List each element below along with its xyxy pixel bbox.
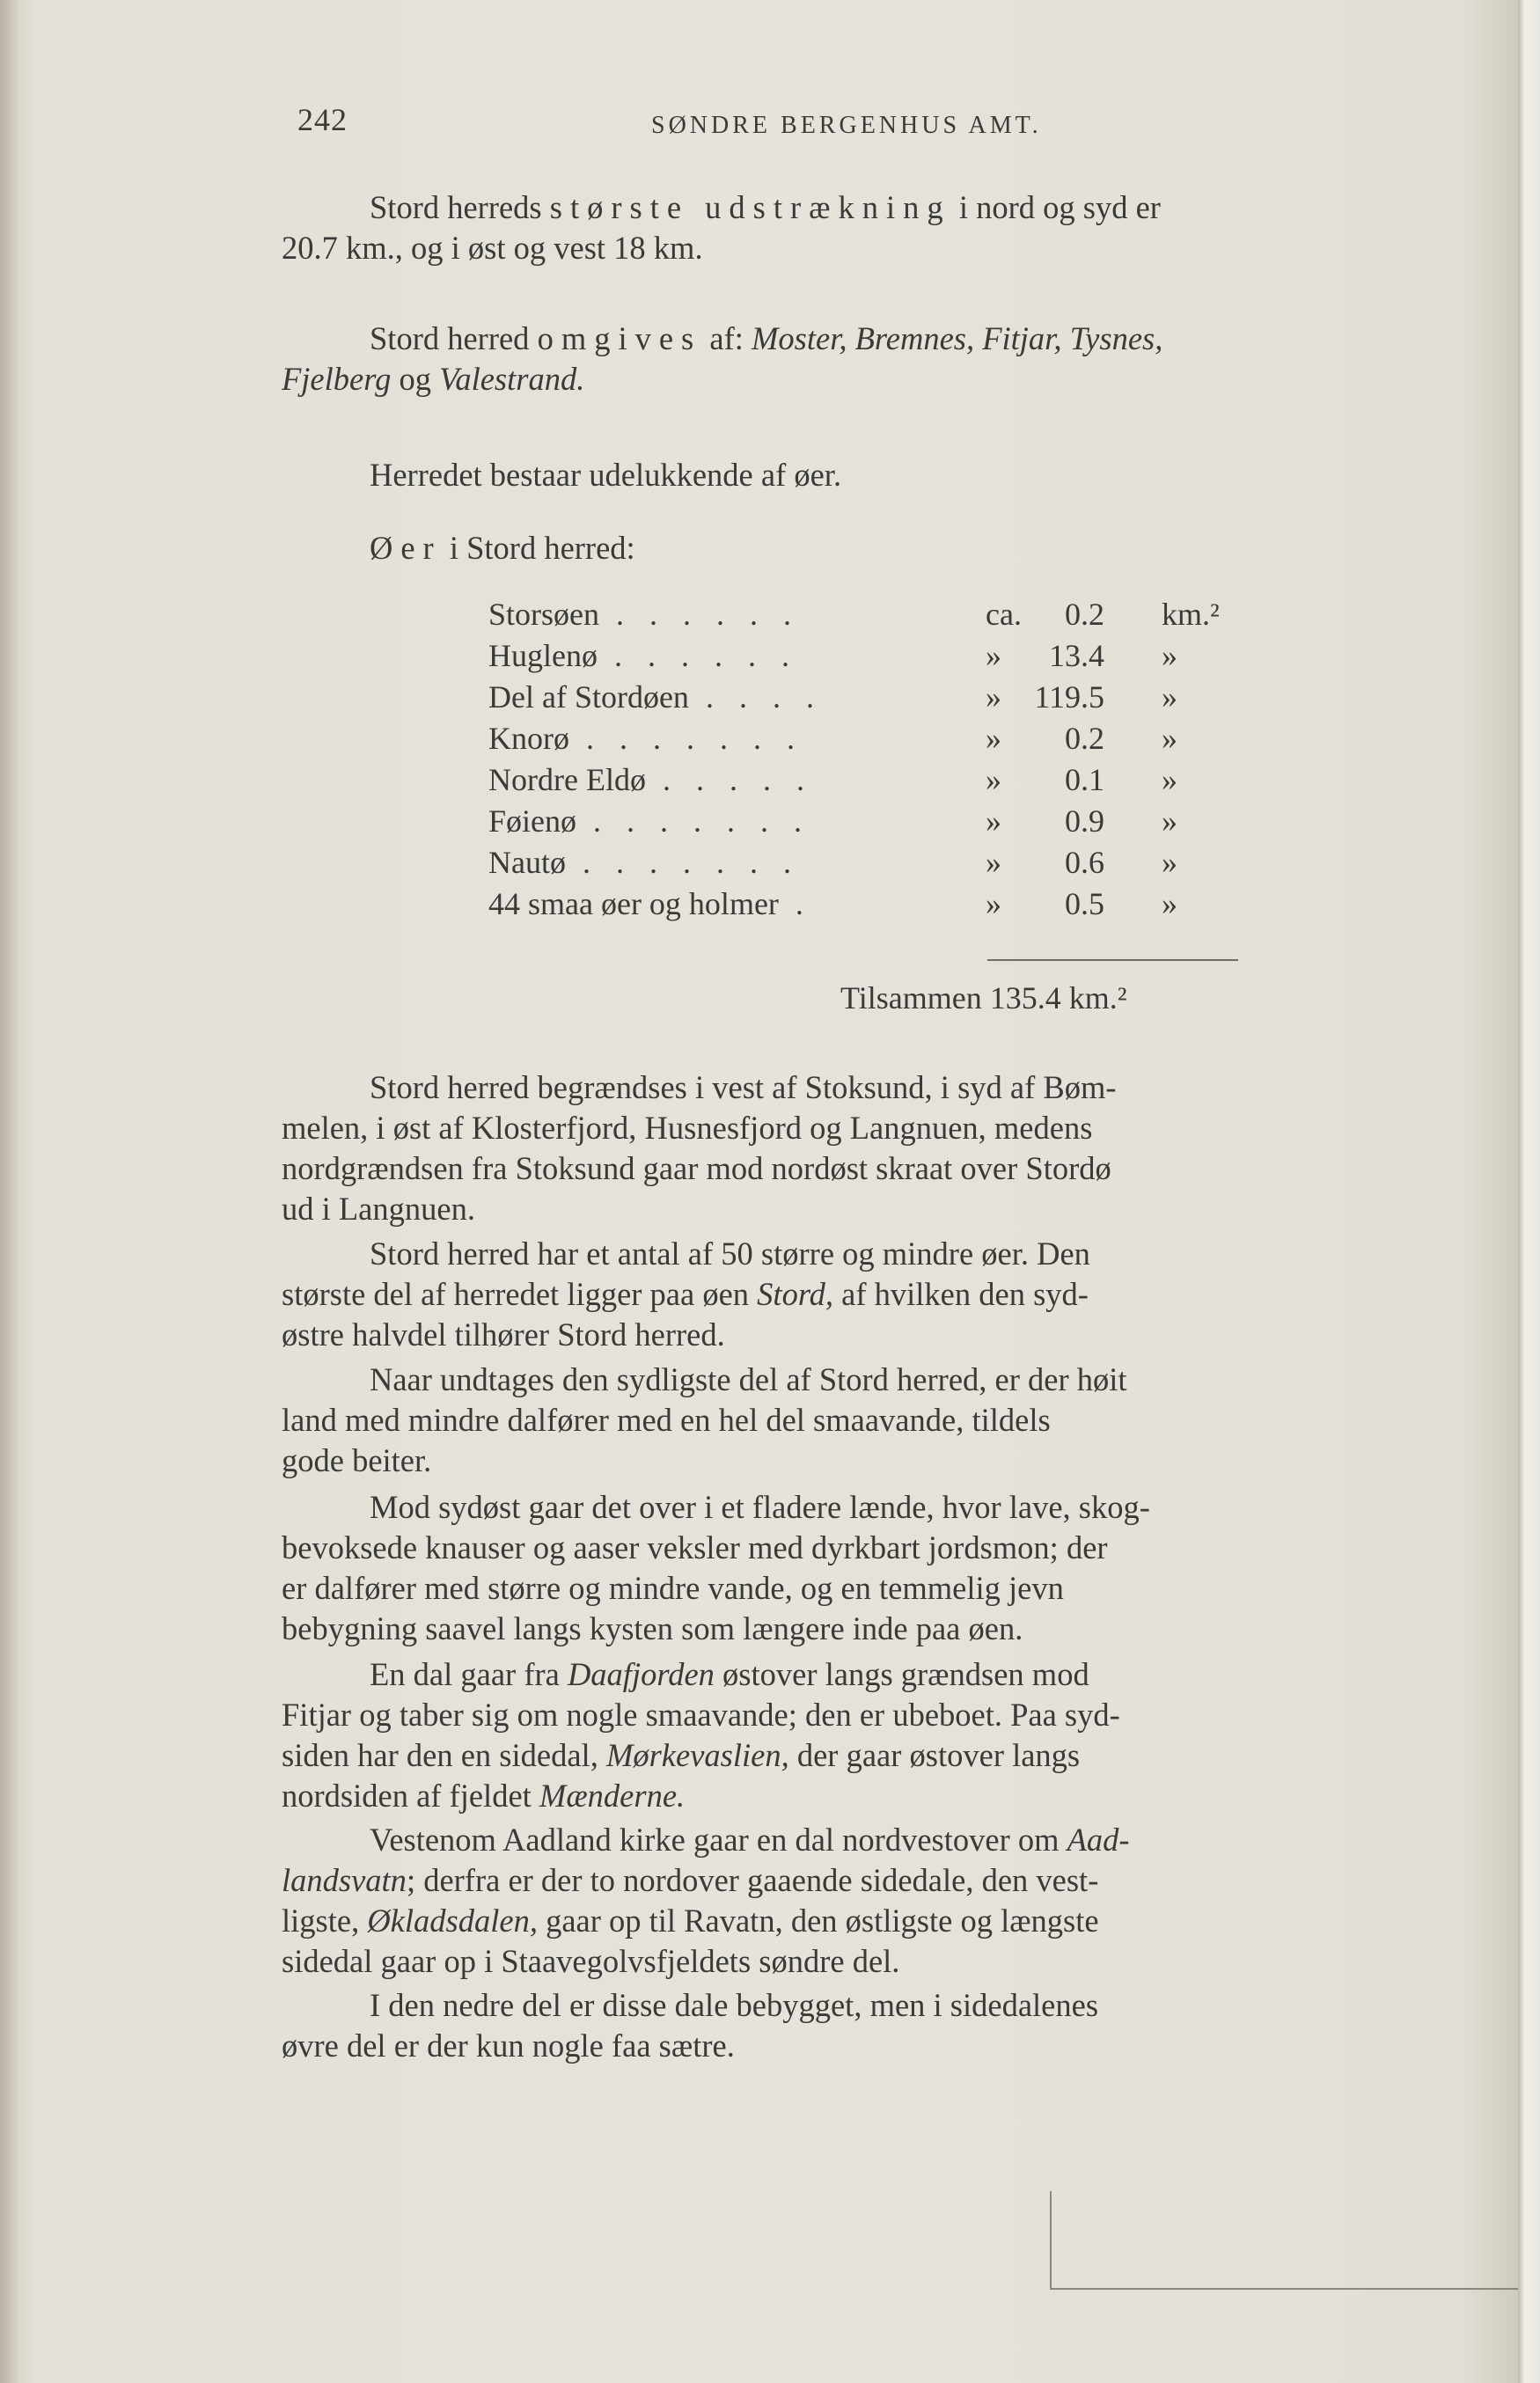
island-unit: km.² <box>1162 597 1220 632</box>
running-head: SØNDRE BERGENHUS AMT. <box>651 112 1042 139</box>
text-line <box>282 1274 1452 1315</box>
place-name: Valestrand. <box>439 361 585 397</box>
text-run: og <box>391 361 440 397</box>
text-line: Fitjar og taber sig om nogle smaavande; den er ubeboet. Paa syd- <box>282 1697 1120 1733</box>
text-line: Stord herred har et antal af 50 større og mindre øer. Den <box>370 1235 1090 1272</box>
text-run: i nord og syd er <box>950 189 1161 225</box>
text-line: bevoksede knauser og aaser veksler med dyrkbart jordsmon; der <box>282 1529 1108 1565</box>
island-area: 0.6 <box>1065 845 1104 880</box>
island-name: Nordre Eldø . . . . . <box>488 762 813 797</box>
text-run: af: <box>701 320 752 356</box>
table-row <box>488 844 1280 885</box>
island-prefix: » <box>986 803 1001 839</box>
text-line: melen, i øst af Klosterfjord, Husnesfjord og Langnuen, medens <box>282 1110 1093 1146</box>
island-area: 0.2 <box>1065 721 1104 756</box>
place-name: Økladsdalen, <box>367 1903 538 1939</box>
text-run: Stord herreds <box>370 189 550 225</box>
text-run: af hvilken den syd- <box>833 1276 1089 1312</box>
island-prefix: » <box>986 886 1001 921</box>
text-line <box>282 1901 1452 1941</box>
paragraph-southern-land <box>282 1360 1452 1481</box>
table-row <box>488 761 1280 803</box>
table-row <box>488 885 1280 927</box>
island-prefix: » <box>986 679 1001 715</box>
text-run: østover langs grændsen mod <box>714 1656 1089 1692</box>
island-area: 0.1 <box>1065 762 1104 797</box>
island-area: 119.5 <box>1034 679 1104 715</box>
text-line <box>282 1860 1452 1901</box>
text-line: 20.7 km., og i øst og vest 18 km. <box>282 230 703 266</box>
paragraph-aadland <box>282 1820 1452 1982</box>
page-number: 242 <box>297 102 348 137</box>
paragraph-southeast <box>282 1487 1452 1649</box>
text-line: nordgrændsen fra Stoksund gaar mod nordøst skraat over Stordø <box>282 1150 1111 1186</box>
text-line: land med mindre dalfører med en hel del smaavande, tildels <box>282 1402 1051 1438</box>
spaced-term: omgives <box>537 320 702 356</box>
text-line: øvre del er der kun nogle faa sætre. <box>282 2027 735 2064</box>
table-row <box>488 637 1280 678</box>
table-row <box>488 720 1280 761</box>
paragraph-settlement <box>282 1985 1452 2066</box>
text-line <box>282 187 1452 228</box>
place-name: Mørkevaslien, <box>605 1737 789 1773</box>
place-name: Mænderne. <box>539 1778 686 1814</box>
text-run: ; derfra er der to nordover gaaende sidedale, den vest- <box>406 1862 1099 1898</box>
island-unit: » <box>1162 638 1177 673</box>
text-line: Herredet bestaar udelukkende af øer. <box>370 457 842 493</box>
island-unit: » <box>1162 886 1177 921</box>
place-name: Daafjorden <box>567 1656 715 1692</box>
island-area-table <box>488 596 1280 927</box>
text-line: Stord herred begrændses i vest af Stoksund, i syd af Bøm- <box>370 1069 1117 1105</box>
island-unit: » <box>1162 803 1177 839</box>
text-line: ud i Langnuen. <box>282 1191 475 1227</box>
paragraph-island-count <box>282 1234 1452 1355</box>
paragraph-boundaries <box>282 1067 1452 1229</box>
island-prefix: » <box>986 845 1001 880</box>
spaced-term: største udstrækning <box>549 189 951 225</box>
island-name: 44 smaa øer og holmer . <box>488 886 812 921</box>
island-name: Nautø . . . . . . . <box>488 845 800 880</box>
text-line: gode beiter. <box>282 1442 432 1478</box>
text-run: gaar op til Ravatn, den østligste og længste <box>537 1903 1099 1939</box>
sum-rule <box>987 959 1238 961</box>
text-run: siden har den en sidedal, <box>282 1737 606 1773</box>
text-run: Vestenom Aadland kirke gaar en dal nordvestover om <box>370 1822 1067 1858</box>
paragraph-daafjorden <box>282 1654 1452 1816</box>
corner-frame <box>1050 2191 1518 2290</box>
text-line <box>282 528 1452 568</box>
place-name: Fjelberg <box>282 361 392 397</box>
island-prefix: » <box>986 762 1001 797</box>
spaced-term: Øer <box>370 530 442 566</box>
island-unit: » <box>1162 845 1177 880</box>
table-row <box>488 596 1280 637</box>
paragraph-island-heading <box>282 528 1452 568</box>
text-line <box>282 1735 1452 1776</box>
text-line: bebygning saavel langs kysten som længere inde paa øen. <box>282 1610 1023 1646</box>
text-line <box>282 359 1452 400</box>
page-gutter-shadow <box>0 0 19 2383</box>
text-line <box>282 1820 1452 1860</box>
text-run: ligste, <box>282 1903 368 1939</box>
text-run: Stord herred <box>370 320 538 356</box>
text-run: der gaar østover langs <box>788 1737 1081 1773</box>
place-name: Aad- <box>1067 1822 1130 1858</box>
page-header <box>0 101 1518 154</box>
island-prefix: » <box>986 721 1001 756</box>
island-prefix: ca. <box>986 597 1022 632</box>
island-name: Føienø . . . . . . . <box>488 803 811 839</box>
table-total: Tilsammen 135.4 km.² <box>840 980 1127 1016</box>
island-unit: » <box>1162 762 1177 797</box>
island-area: 13.4 <box>1049 638 1104 673</box>
text-run: i Stord herred: <box>441 530 635 566</box>
text-line: sidedal gaar op i Staavegolvsfjeldets søndre del. <box>282 1943 900 1979</box>
paragraph-extent <box>282 187 1452 268</box>
island-name: Huglenø . . . . . . <box>488 638 798 673</box>
island-area: 0.9 <box>1065 803 1104 839</box>
text-run: nordsiden af fjeldet <box>282 1778 539 1814</box>
island-name: Storsøen . . . . . . <box>488 597 800 632</box>
island-name: Knorø . . . . . . . <box>488 721 803 756</box>
text-line <box>282 1776 1452 1816</box>
island-area: 0.5 <box>1065 886 1104 921</box>
island-area: 0.2 <box>1065 597 1104 632</box>
text-line: er dalfører med større og mindre vande, og en temmelig jevn <box>282 1570 1064 1606</box>
text-line: Mod sydøst gaar det over i et fladere lænde, hvor lave, skog- <box>370 1489 1150 1525</box>
island-prefix: » <box>986 638 1001 673</box>
text-run: En dal gaar fra <box>370 1656 568 1692</box>
island-name: Del af Stordøen . . . . <box>488 679 823 715</box>
page-edge <box>1518 0 1540 2383</box>
text-line: østre halvdel tilhører Stord herred. <box>282 1316 725 1353</box>
text-run: største del af herredet ligger paa øen <box>282 1276 758 1312</box>
table-row <box>488 678 1280 720</box>
paragraph-borders <box>282 319 1452 400</box>
text-line <box>282 319 1452 359</box>
place-names: Moster, Bremnes, Fitjar, Tysnes, <box>752 320 1163 356</box>
island-unit: » <box>1162 721 1177 756</box>
text-line: Naar undtages den sydligste del af Stord herred, er der høit <box>370 1361 1127 1397</box>
place-name: Stord, <box>757 1276 834 1312</box>
place-name: landsvatn <box>282 1862 407 1898</box>
table-row <box>488 803 1280 844</box>
text-line <box>282 1654 1452 1695</box>
island-unit: » <box>1162 679 1177 715</box>
paragraph-islands-intro <box>282 455 1452 495</box>
text-line: I den nedre del er disse dale bebygget, men i sidedalenes <box>370 1987 1099 2023</box>
